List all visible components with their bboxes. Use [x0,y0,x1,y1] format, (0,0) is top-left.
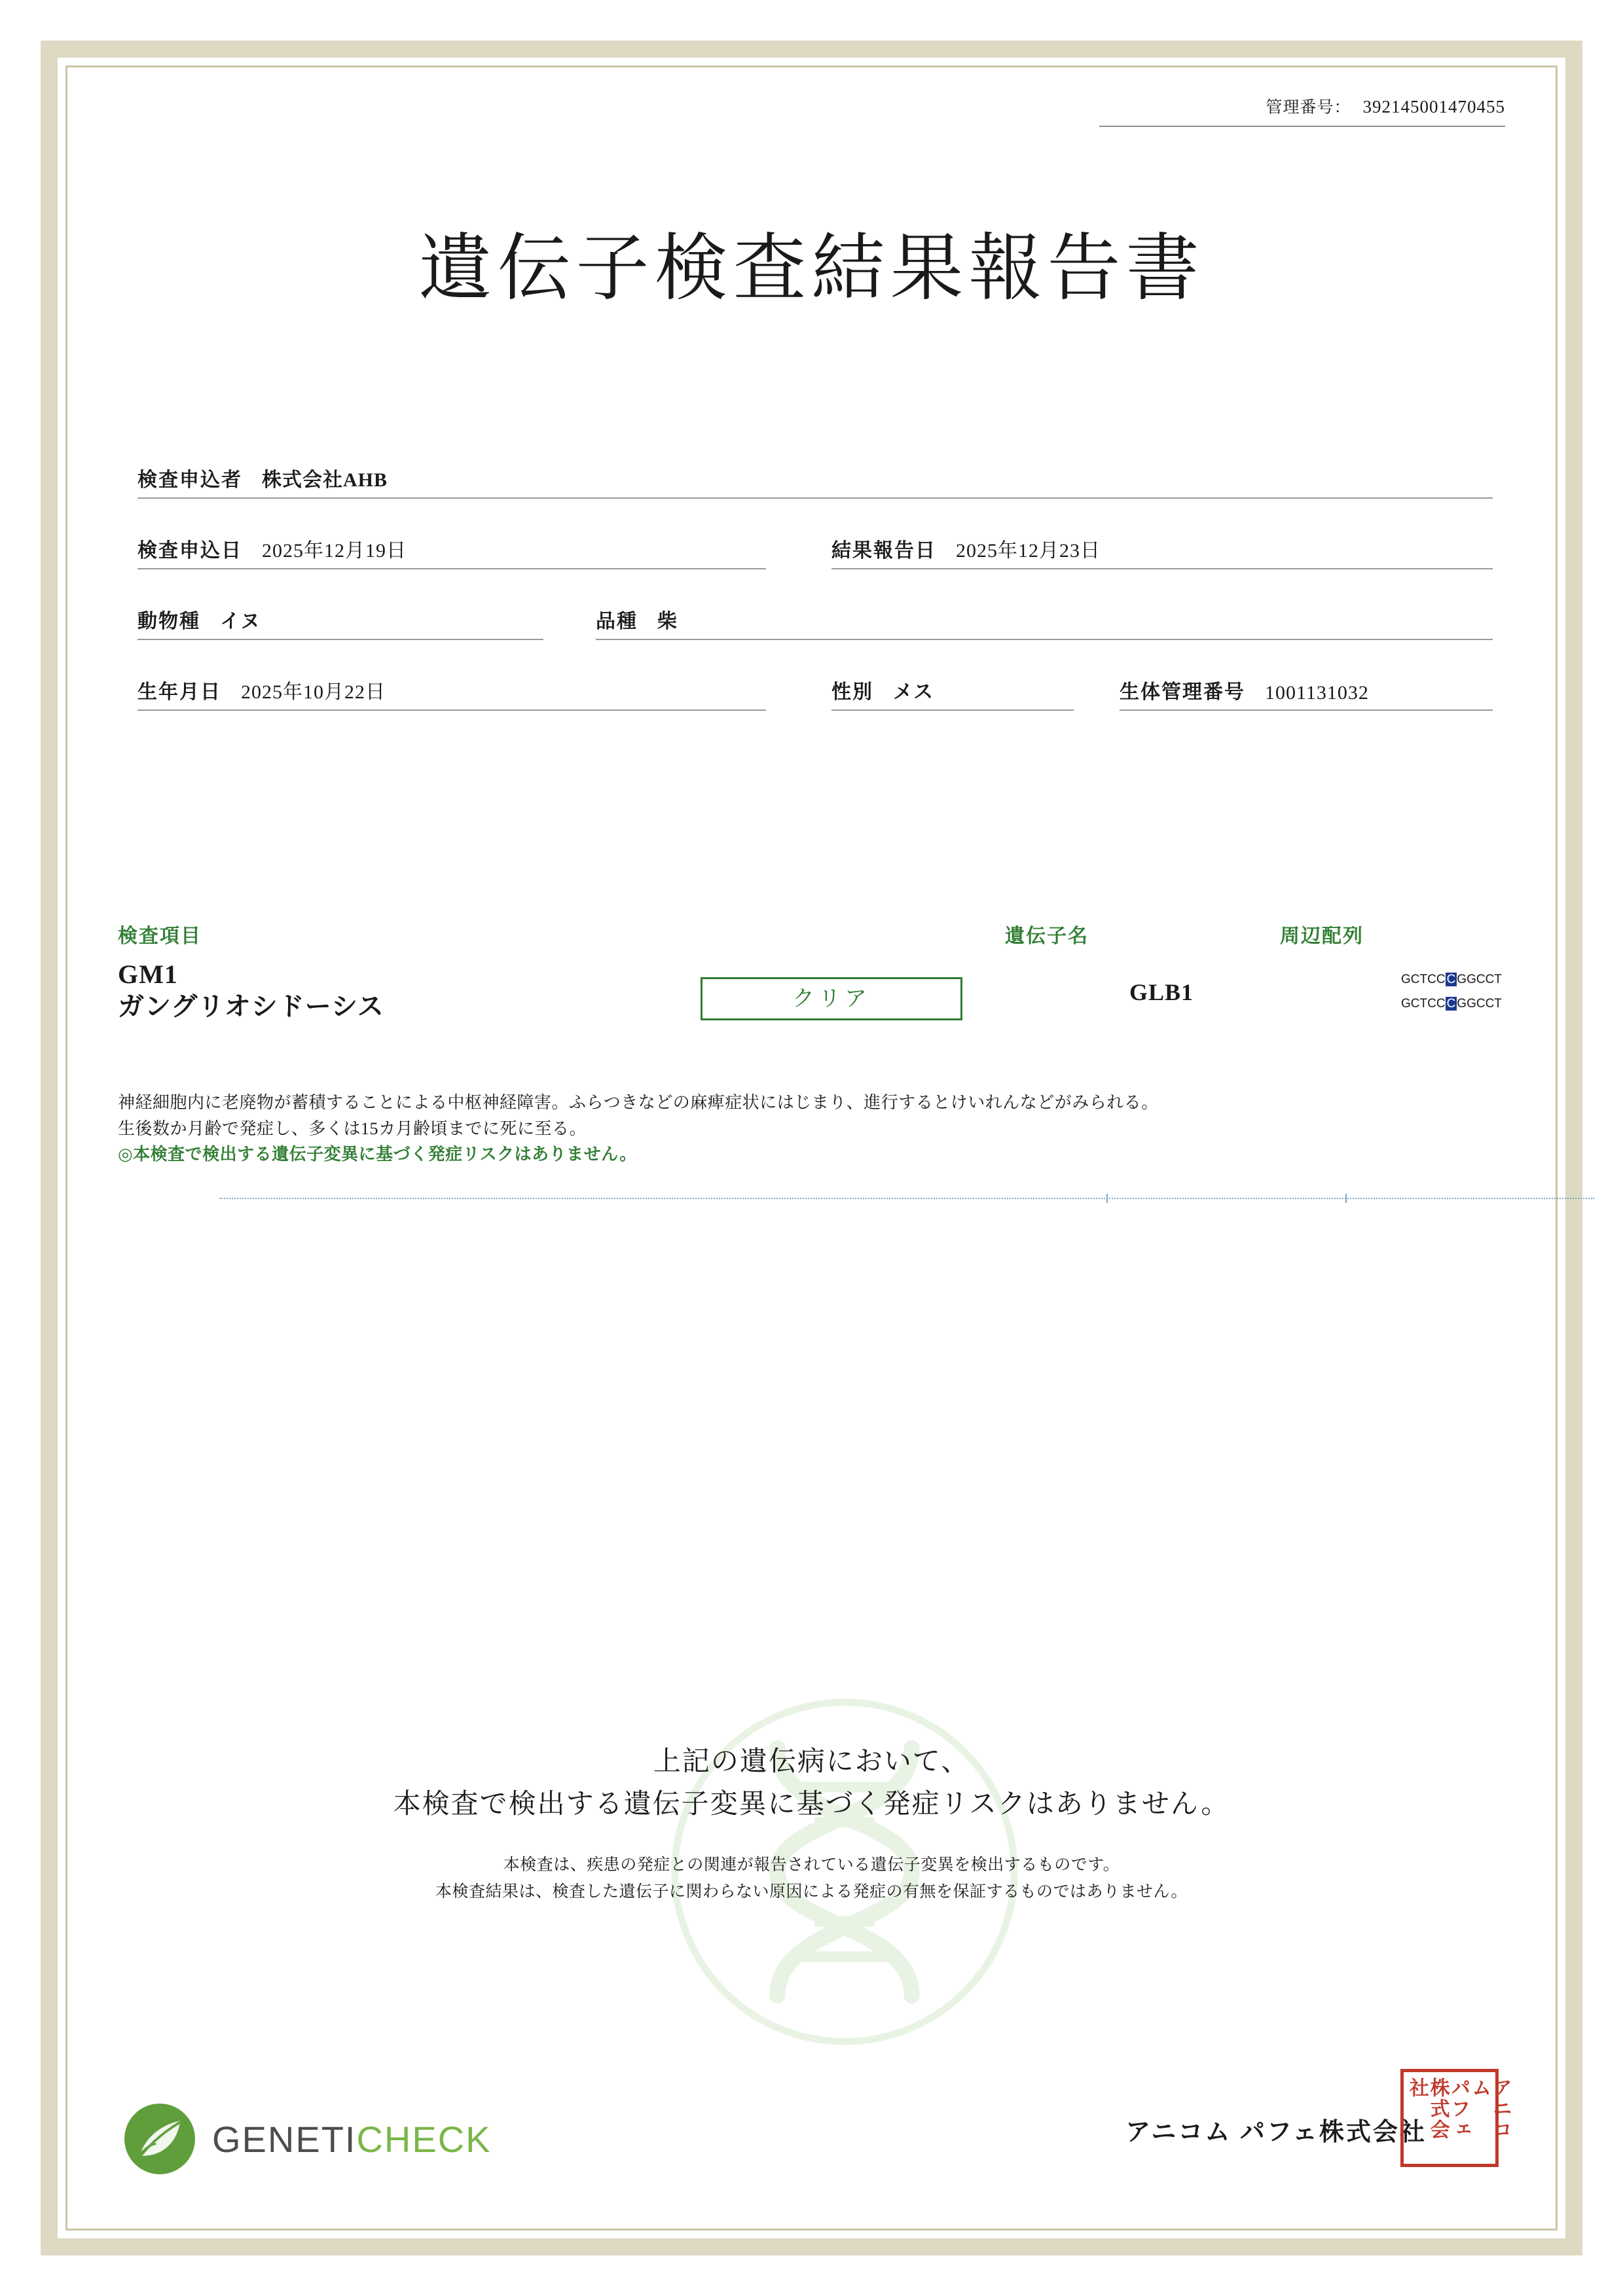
field-apply-date-value: 2025年12月19日 [262,540,407,562]
summary-note-line-2: 本検査結果は、検査した遺伝子に関わらない原因による発症の有無を保証するものではありません。 [435,1882,1188,1901]
field-birth-date [137,675,766,711]
field-species-value: イヌ [220,611,261,632]
logo-wordmark [212,2118,492,2161]
field-sex [831,675,1074,711]
disease-description-line1: 神経細胞内に老廃物が蓄積することによる中枢神経障害。ふらつきなどの麻痺症状にはじまり、進行するとけいれんなどがみられる。 [118,1093,1159,1112]
section-divider [219,1198,1594,1199]
meta-row-animal [137,586,1493,657]
geneticheck-logo [124,2103,492,2175]
sequence-right-2: GGCCT [1457,997,1502,1011]
logo-wordmark-part2: CHECK [356,2118,492,2160]
field-applicant-label: 検査申込者 [137,469,242,491]
result-table-header [118,920,1506,950]
field-report-date-label: 結果報告日 [831,540,936,562]
disease-name-line2: ガングリオシドーシス [118,991,384,1021]
disease-description [118,1090,1506,1168]
control-number-label: 管理番号： [1266,98,1351,117]
flanking-sequence [1401,973,1545,1022]
field-animal-id-label: 生体管理番号 [1120,681,1245,703]
result-header-gene-name: 遺伝子名 [1005,925,1089,947]
meta-row-applicant [137,445,1493,516]
field-animal-id [1120,675,1493,711]
control-number-value: 392145001470455 [1362,97,1505,117]
document-content [98,79,1525,2217]
divider-tick-1 [1106,1194,1108,1203]
field-breed-label: 品種 [596,611,638,632]
sequence-highlight-2: C [1446,997,1456,1011]
field-species [137,605,543,640]
field-apply-date [137,534,766,569]
field-birth-date-value: 2025年10月22日 [241,681,386,703]
seal-column-2: パフェ [1448,2077,1470,2140]
field-breed-value: 柴 [657,611,678,632]
summary-note-line-1: 本検査は、疾患の発症との関連が報告されている遺伝子変異を検出するものです。 [503,1856,1120,1874]
field-sex-value: メス [893,681,934,703]
field-report-date-value: 2025年12月23日 [956,540,1101,562]
field-animal-id-value: 1001131032 [1265,682,1369,704]
logo-wordmark-part1: GENETI [212,2118,357,2160]
result-header-sequence: 周辺配列 [1280,925,1364,947]
disease-name-line1: GM1 [118,960,178,989]
control-number [1099,94,1505,127]
disease-risk-statement: ◎本検査で検出する遺伝子変異に基づく発症リスクはありません。 [118,1145,637,1164]
summary-line-2: 本検査で検出する遺伝子変異に基づく発症リスクはありません。 [393,1789,1230,1820]
summary-line-1: 上記の遺伝病において、 [653,1747,970,1777]
sequence-right-1: GGCCT [1457,973,1502,986]
sequence-left-2: GCTCC [1401,997,1446,1011]
leaf-glyph-icon [130,2109,190,2169]
divider-tick-2 [1345,1194,1347,1203]
field-species-label: 動物種 [137,611,200,632]
field-applicant [137,463,1493,499]
field-breed [596,605,1493,640]
meta-row-dates [137,516,1493,586]
summary-section [98,1741,1525,1905]
company-seal [1400,2069,1511,2167]
sequence-line-1 [1401,973,1545,986]
page-title: 遺伝子検査結果報告書 [418,228,1205,310]
field-applicant-value: 株式会社AHB [262,469,388,491]
sequence-line-2 [1401,997,1545,1010]
field-sex-label: 性別 [831,681,873,703]
disease-description-line2: 生後数か月齢で発症し、多くは15カ月齢頃までに死に至る。 [118,1119,587,1138]
leaf-logo-icon [124,2104,195,2174]
company-name: アニコム パフェ株式会社 [1125,2119,1427,2146]
field-apply-date-label: 検査申込日 [137,540,242,562]
field-report-date [831,534,1493,569]
result-header-test-item: 検査項目 [118,925,202,947]
sequence-left-1: GCTCC [1401,973,1446,986]
seal-column-1: アニコム [1468,2077,1511,2140]
gene-name-value: GLB1 [1129,979,1194,1005]
status-badge: クリア [701,977,962,1020]
sequence-highlight-1: C [1446,973,1456,986]
result-row [118,959,1506,1090]
summary-note [98,1852,1525,1905]
footer [98,2057,1525,2181]
seal-column-3: 株式会社 [1406,2077,1449,2140]
disease-name [118,959,384,1023]
meta-row-birth [137,657,1493,728]
field-birth-date-label: 生年月日 [137,681,221,703]
meta-section [137,445,1493,728]
